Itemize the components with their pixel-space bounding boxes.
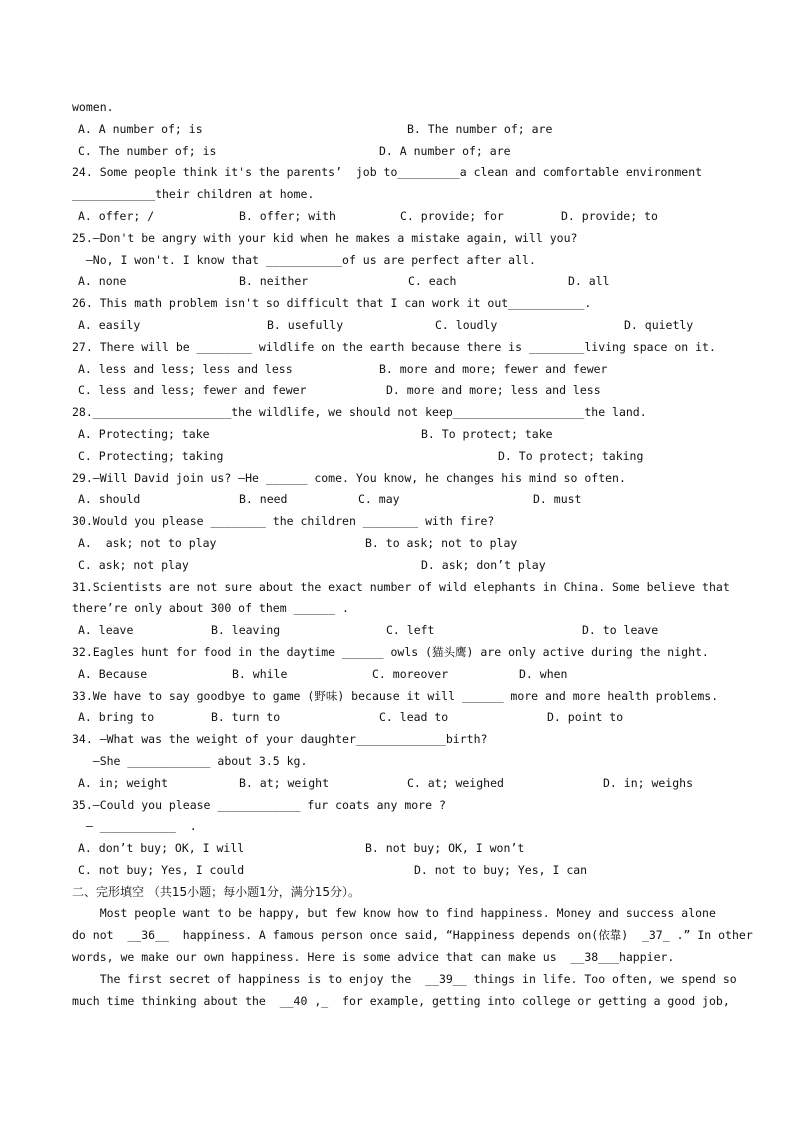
options-row <box>72 119 728 141</box>
options-row <box>72 555 728 577</box>
answer-option: C. The number of; is <box>78 143 217 158</box>
line-text: —No, I won't. I know that ___________of us are perfect after all. <box>72 252 536 267</box>
passage-line: words, we make our own happiness. Here is some advice that can make us __38___happier. <box>72 950 675 965</box>
line-text: — ___________ . <box>72 819 197 834</box>
answer-option: D. when <box>519 666 568 681</box>
line-text: 28.____________________the wildlife, we should not keep___________________the land. <box>72 405 647 420</box>
options-row <box>72 446 728 468</box>
question-line <box>72 511 728 533</box>
answer-option: D. A number of; are <box>379 143 511 158</box>
answer-option: B. to ask; not to play <box>365 535 518 550</box>
answer-option: A. offer; / <box>78 208 155 223</box>
answer-option: C. ask; not play <box>78 557 189 572</box>
question-line <box>72 577 728 599</box>
question-line <box>72 97 728 119</box>
passage-line: The first secret of happiness is to enjoy the __39__ things in life. Too often, we spend so <box>72 971 737 986</box>
question-line <box>72 250 728 272</box>
options-row <box>72 206 728 228</box>
answer-option: C. may <box>358 492 400 507</box>
line-text: ____________their children at home. <box>72 187 315 202</box>
answer-option: B. while <box>232 666 288 681</box>
options-row <box>72 664 728 686</box>
line-text: 32.Eagles hunt for food in the daytime ______ owls (猫头鹰) are only active during the night. <box>72 644 709 659</box>
answer-option: A. don’t buy; OK, I will <box>78 841 245 856</box>
answer-option: D. more and more; less and less <box>386 383 601 398</box>
options-row <box>72 620 728 642</box>
question-line <box>72 402 728 424</box>
line-text: 24. Some people think it's the parents’ job to_________a clean and comfortable environment <box>72 165 703 180</box>
answer-option: C. each <box>408 274 457 289</box>
answer-option: A. A number of; is <box>78 121 203 136</box>
answer-option: C. left <box>386 623 435 638</box>
line-text: 27. There will be ________ wildlife on the earth because there is ________living space on it. <box>72 339 716 354</box>
question-line <box>72 686 728 708</box>
passage-line: much time thinking about the __40 ,_ for example, getting into college or getting a good job, <box>72 993 730 1008</box>
answer-option: B. not buy; OK, I won’t <box>365 841 525 856</box>
options-row <box>72 141 728 163</box>
question-line <box>72 795 728 817</box>
line-text: there’re only about 300 of them ______ . <box>72 601 349 616</box>
line-text: women. <box>72 100 114 114</box>
options-row <box>72 838 728 860</box>
question-line <box>72 729 728 751</box>
line-text: 29.—Will David join us? —He ______ come. You know, he changes his mind so often. <box>72 470 626 485</box>
answer-option: B. need <box>239 492 288 507</box>
answer-option: B. more and more; fewer and fewer <box>379 361 608 376</box>
question-line <box>72 816 728 838</box>
line-text: 26. This math problem isn't so difficult that I can work it out___________. <box>72 296 592 311</box>
options-row <box>72 533 728 555</box>
answer-option: D. To protect; taking <box>498 448 644 463</box>
question-line <box>72 642 728 664</box>
answer-option: B. The number of; are <box>407 121 553 136</box>
answer-option: D. must <box>533 492 582 507</box>
options-row <box>72 359 728 381</box>
passage-line: do not __36__ happiness. A famous person once said, “Happiness depends on(依靠) _37_ .” In other <box>72 928 753 943</box>
answer-option: A. bring to <box>78 710 155 725</box>
answer-option: C. lead to <box>379 710 449 725</box>
answer-option: A. Because <box>78 666 148 681</box>
question-line <box>72 337 728 359</box>
line-text: 35.—Could you please ____________ fur coats any more ? <box>72 797 446 812</box>
question-line <box>72 184 728 206</box>
line-text: 33.We have to say goodbye to game (野味) because it will ______ more and more health problems. <box>72 688 719 703</box>
section-title: 二、完形填空 （共15小题；每小题1分，满分15分）。 <box>72 884 360 899</box>
question-line <box>72 751 728 773</box>
answer-option: D. quietly <box>624 317 694 332</box>
question-line <box>72 598 728 620</box>
answer-option: C. at; weighed <box>407 775 504 790</box>
question-line <box>72 228 728 250</box>
options-row <box>72 315 728 337</box>
answer-option: B. usefully <box>267 317 344 332</box>
answer-option: C. not buy; Yes, I could <box>78 862 245 877</box>
answer-option: C. Protecting; taking <box>78 448 224 463</box>
options-row <box>72 707 728 729</box>
answer-option: B. at; weight <box>239 775 330 790</box>
answer-option: C. less and less; fewer and fewer <box>78 383 307 398</box>
answer-option: D. not to buy; Yes, I can <box>414 862 588 877</box>
line-text: 31.Scientists are not sure about the exact number of wild elephants in China. Some believe that <box>72 579 730 594</box>
line-text: 34. —What was the weight of your daughter_____________birth? <box>72 732 488 747</box>
answer-option: B. leaving <box>211 623 281 638</box>
options-row <box>72 489 728 511</box>
answer-option: A. Protecting; take <box>78 426 210 441</box>
question-line <box>72 293 728 315</box>
answer-option: D. ask; don’t play <box>421 557 546 572</box>
question-line <box>72 162 728 184</box>
answer-option: C. moreover <box>372 666 449 681</box>
answer-option: A. ask; not to play <box>78 535 217 550</box>
answer-option: D. to leave <box>582 623 659 638</box>
answer-option: B. neither <box>239 274 309 289</box>
options-row <box>72 773 728 795</box>
answer-option: B. turn to <box>211 710 281 725</box>
passage-line: Most people want to be happy, but few know how to find happiness. Money and success alone <box>72 906 716 921</box>
answer-option: A. should <box>78 492 141 507</box>
exam-page <box>72 97 753 1012</box>
answer-option: A. none <box>78 274 127 289</box>
answer-option: C. loudly <box>435 317 498 332</box>
answer-option: C. provide; for <box>400 208 504 223</box>
line-text: 25.—Don't be angry with your kid when he makes a mistake again, will you? <box>72 230 578 245</box>
answer-option: B. offer; with <box>239 208 336 223</box>
options-row <box>72 271 728 293</box>
options-row <box>72 380 728 402</box>
question-line <box>72 468 728 490</box>
answer-option: A. in; weight <box>78 775 169 790</box>
answer-option: D. all <box>568 274 610 289</box>
options-row <box>72 860 728 882</box>
answer-option: B. To protect; take <box>421 426 553 441</box>
line-text: 30.Would you please ________ the children ________ with fire? <box>72 514 495 529</box>
answer-option: A. leave <box>78 623 134 638</box>
answer-option: D. provide; to <box>561 208 658 223</box>
answer-option: D. in; weighs <box>603 775 694 790</box>
options-row <box>72 424 728 446</box>
answer-option: D. point to <box>547 710 624 725</box>
line-text: —She ____________ about 3.5 kg. <box>72 753 308 768</box>
answer-option: A. less and less; less and less <box>78 361 293 376</box>
answer-option: A. easily <box>78 317 141 332</box>
